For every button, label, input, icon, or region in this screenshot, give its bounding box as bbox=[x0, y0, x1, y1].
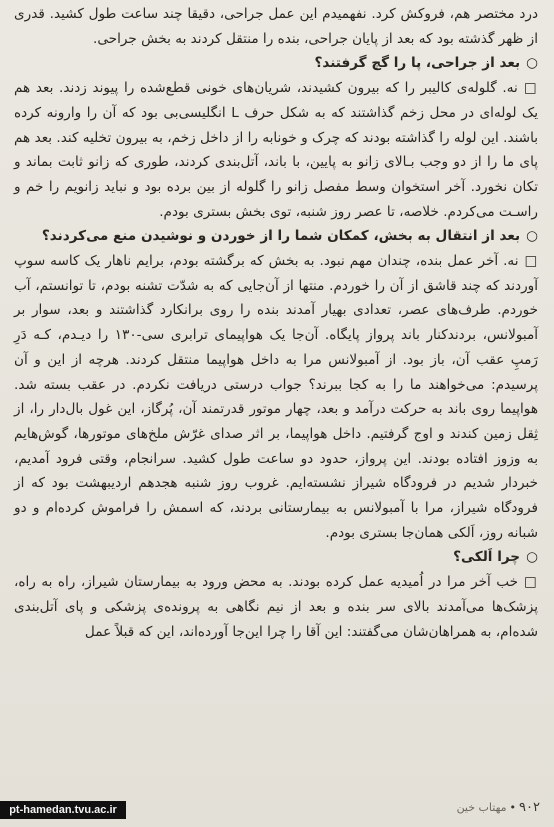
watermark-banner: pt-hamedan.tvu.ac.ir bbox=[0, 801, 126, 819]
question-circle-icon: ○ bbox=[526, 55, 538, 72]
book-title: مهتاب خین bbox=[456, 801, 507, 814]
interview-answer: □خب آخر مرا در اُمیدیه عمل کرده بودند. به محض ورود به بیمارستان شیراز، راه به راه، پزشک‌ها می‌آمدند بالای سر بنده و بعد از نیم نگاهی به پرونده‌ی پزشکی و پای آتل‌بندی شده‌ام، به همراهان‌شان می‌گفتند: این آقا را چرا این‌جا آورده‌اند، این که قبلاً عمل bbox=[14, 574, 539, 640]
question-circle-icon: ○ bbox=[526, 549, 538, 566]
interview-answer: □نه. آخر عمل بنده، چندان مهم نبود. به بخش که برگشته بودم، برایم ناهار یک کاسه سوپ آوردند که چند قاشق از آن را خوردم. منتها از آن‌جایی که به شدّت تشنه بودم، تا توانستم، آب خوردم. طرف‌های عصر، تعدادی بهیار آمدند بنده را روی برانکارد گذاشتند و بعد، سوار بر آمبولانس، بردندکنار باند پرواز پایگاه. آن‌جا یک هواپیمای ترابری سی-۱۳۰ را دیـدم، کـه دَرِ رَمپِ عقب آن، باز بود. از آمبولانس مرا به داخل هواپیما منتقل کردند. هرچه از این و آن پرسیدم: می‌خواهند ما را به کجا ببرند؟ جواب درستی دریافت نکردم. در عقب بسته شد. هواپیما روی باند به حرکت درآمد و بعد، چهار موتور قدرتمند آن، پُرگاز، این غول بال‌دار را، از ثِقل زمین کندند و اوج گرفتیم. داخل هواپیما، بر اثر صدای غرّش ملخ‌های موتورها، گوش‌هایم به وزوز افتاده بودند. این پرواز، حدود دو ساعت طول کشید. سرانجام، وقتی فرود آمدیم، خبردار شدیم در فرودگاه شیراز نشسته‌ایم. غروب روز شنبه هجدهم اردیبهشت بود که از فرودگاه شیراز، مرا با آمبولانس به بیمارستانی بردند، که اسمش را فراموش کرده‌ام و دو شبانه روز، اَلکی همان‌جا بستری بودم. bbox=[14, 253, 538, 541]
page-footer bbox=[457, 800, 540, 815]
answer-square-icon: □ bbox=[524, 253, 538, 270]
answer-square-icon: □ bbox=[523, 80, 538, 97]
body-text bbox=[14, 2, 538, 644]
bullet-separator-icon: • bbox=[509, 801, 517, 814]
interview-question: ○بعد از جراحی، پا را گچ گرفتند؟ bbox=[314, 55, 538, 72]
interview-question: ○چرا اَلکی؟ bbox=[453, 549, 538, 566]
interview-question: ○بعد از انتقال به بخش، کمکان شما را از خوردن و نوشیدن منع می‌کردند؟ bbox=[41, 228, 538, 245]
page-number: ۹۰۲ bbox=[519, 800, 540, 815]
question-circle-icon: ○ bbox=[526, 228, 538, 245]
answer-square-icon: □ bbox=[524, 574, 539, 591]
interview-answer: □نه. گلوله‌ی کالیبر را که بیرون کشیدند، شریان‌های خونی قطع‌شده را پیوند زدند. بعد هم یک لوله‌ای در محل زخم گذاشتند که به شکل حرف L انگلیسی‌بی بود که آن را وارونه کرده باشند. این لوله را گذاشته بودند که چرک و خونابه را از داخل زخم، به بیرون تخلیه کند. بعد هم پای ما را از دو وجب بـالای زانو به پایین، با باند، آتل‌بندی کردند، طوری که زانو ثابت بماند و تکان نخورد. آخر استخوان وسط مفصل زانو را گلوله از بین برده بود و نباید زانویم را خم و راسـت می‌کردم. خلاصه، تا عصر روز شنبه، توی بخش بستری بودم. bbox=[14, 80, 538, 220]
intro-paragraph: درد مختصر هم، فروکش کرد. نفهمیدم این عمل جراحی، دقیقا چند ساعت طول کشید. قدری از ظهر گذشته بود که بعد از پایان جراحی، بنده را منتقل کردند به بخش جراحی. bbox=[14, 6, 538, 47]
